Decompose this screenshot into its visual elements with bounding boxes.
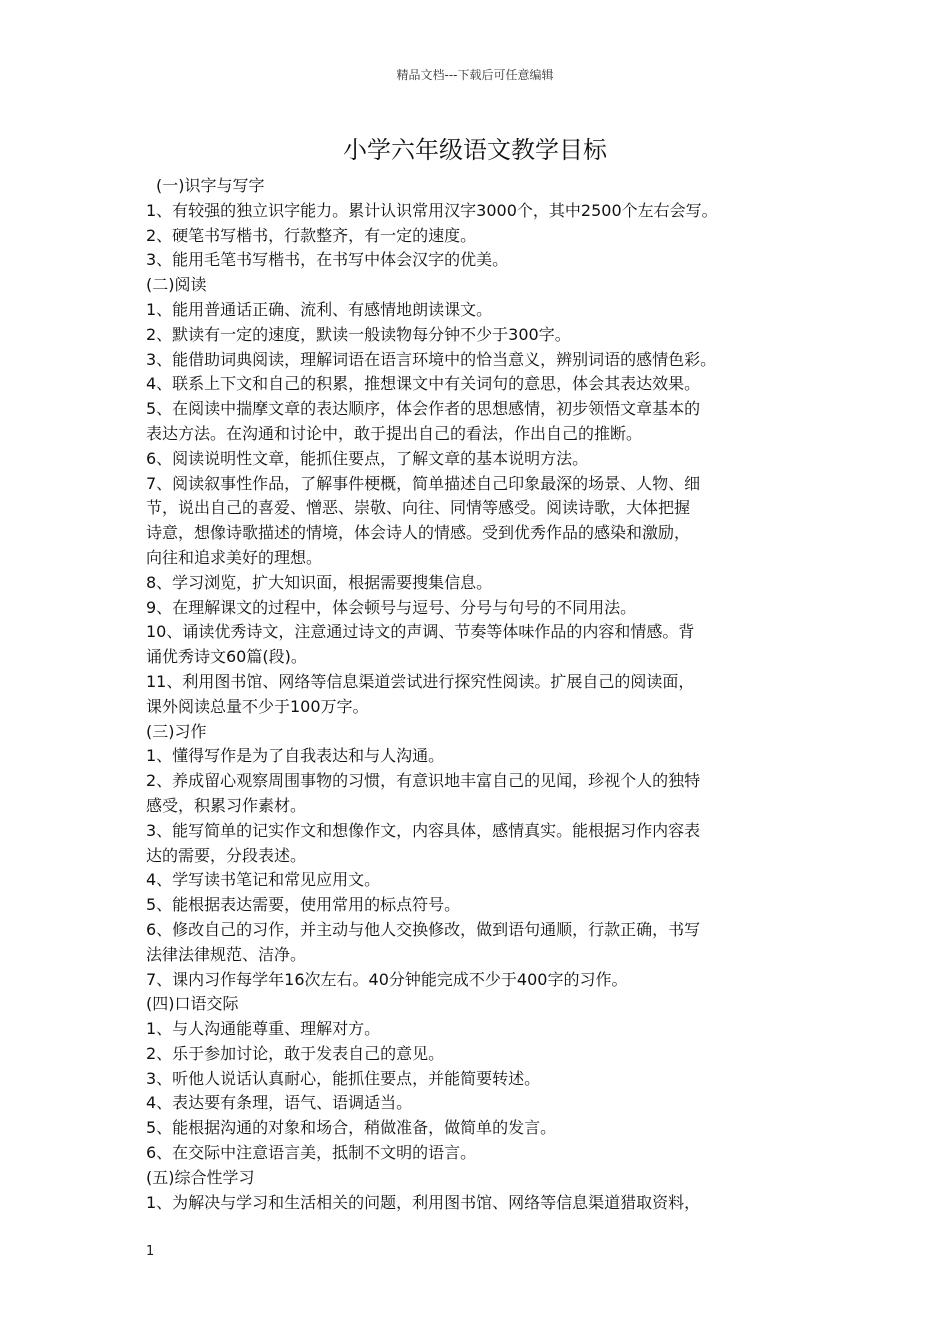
text-line: 7、阅读叙事性作品，了解事件梗概，简单描述自己印象最深的场景、人物、细 <box>146 473 701 493</box>
text-line: 8、学习浏览，扩大知识面，根据需要搜集信息。 <box>146 572 493 592</box>
text-line: 节，说出自己的喜爱、憎恶、崇敬、向往、同情等感受。阅读诗歌，大体把握 <box>146 498 691 518</box>
text-line: 6、在交际中注意语言美，抵制不文明的语言。 <box>146 1143 477 1163</box>
text-line: 6、阅读说明性文章，能抓住要点，了解文章的基本说明方法。 <box>146 448 589 468</box>
section-heading: (四)口语交际 <box>146 994 239 1014</box>
text-line: 3、能用毛笔书写楷书，在书写中体会汉字的优美。 <box>146 250 509 270</box>
text-line: 1、能用普通话正确、流利、有感情地朗读课文。 <box>146 299 493 319</box>
text-line: 4、学写读书笔记和常见应用文。 <box>146 870 381 890</box>
section-heading: (五)综合性学习 <box>146 1167 255 1187</box>
text-line: 3、听他人说话认真耐心，能抓住要点，并能简要转述。 <box>146 1068 541 1088</box>
text-line: 7、课内习作每学年16次左右。40分钟能完成不少于400字的习作。 <box>146 969 628 989</box>
text-line: 达的需要，分段表述。 <box>146 845 307 865</box>
text-line: 2、乐于参加讨论，敢于发表自己的意见。 <box>146 1043 445 1063</box>
text-line: 3、能写简单的记实作文和想像作文，内容具体，感情真实。能根据习作内容表 <box>146 820 701 840</box>
text-line: 9、在理解课文的过程中，体会顿号与逗号、分号与句号的不同用法。 <box>146 597 637 617</box>
text-line: 5、在阅读中揣摩文章的表达顺序，体会作者的思想感情，初步领悟文章基本的 <box>146 399 701 419</box>
text-line: 感受，积累习作素材。 <box>146 795 307 815</box>
text-line: 诗意，想像诗歌描述的情境，体会诗人的情感。受到优秀作品的感染和激励， <box>146 523 691 543</box>
text-line: 2、养成留心观察周围事物的习惯，有意识地丰富自己的见闻，珍视个人的独特 <box>146 771 701 791</box>
text-line: 2、硬笔书写楷书，行款整齐，有一定的速度。 <box>146 225 477 245</box>
text-line: 10、诵读优秀诗文，注意通过诗文的声调、节奏等体味作品的内容和情感。背 <box>146 622 695 642</box>
text-line: 1、有较强的独立识字能力。累计认识常用汉字3000个，其中2500个左右会写。 <box>146 200 718 220</box>
section-heading: (一)识字与写字 <box>156 176 265 195</box>
text-line: 2、默读有一定的速度，默读一般读物每分钟不少于300字。 <box>146 324 571 344</box>
text-line: 6、修改自己的习作，并主动与他人交换修改，做到语句通顺，行款正确，书写 <box>146 919 701 939</box>
text-line: 3、能借助词典阅读，理解词语在语言环境中的恰当意义，辨别词语的感情色彩。 <box>146 349 717 369</box>
text-line: 向往和追求美好的理想。 <box>146 547 323 567</box>
text-line: 诵优秀诗文60篇(段)。 <box>146 647 307 667</box>
text-line: 1、与人沟通能尊重、理解对方。 <box>146 1019 381 1039</box>
text-line: 1、为解决与学习和生活相关的问题，利用图书馆、网络等信息渠道猎取资料， <box>146 1192 701 1212</box>
text-line: 法律法律规范、洁净。 <box>146 944 307 964</box>
text-line: 课外阅读总量不少于100万字。 <box>146 696 369 716</box>
text-line: 5、能根据表达需要，使用常用的标点符号。 <box>146 895 461 915</box>
header-note: 精品文档---下载后可任意编辑 <box>396 68 554 82</box>
page-number: 1 <box>146 1244 155 1259</box>
text-line: 5、能根据沟通的对象和场合，稍做准备，做简单的发言。 <box>146 1118 557 1138</box>
text-line: 4、联系上下文和自己的积累，推想课文中有关词句的意思，体会其表达效果。 <box>146 374 701 394</box>
text-line: 4、表达要有条理，语气、语调适当。 <box>146 1093 413 1113</box>
text-line: 11、利用图书馆、网络等信息渠道尝试进行探究性阅读。扩展自己的阅读面， <box>146 671 695 691</box>
section-heading: (三)习作 <box>146 721 207 741</box>
document-body <box>146 174 826 1215</box>
text-line: 表达方法。在沟通和讨论中，敢于提出自己的看法，作出自己的推断。 <box>146 423 643 443</box>
page-title: 小学六年级语文教学目标 <box>343 136 607 164</box>
section-heading: (二)阅读 <box>146 275 207 295</box>
text-line: 1、懂得写作是为了自我表达和与人沟通。 <box>146 746 445 766</box>
